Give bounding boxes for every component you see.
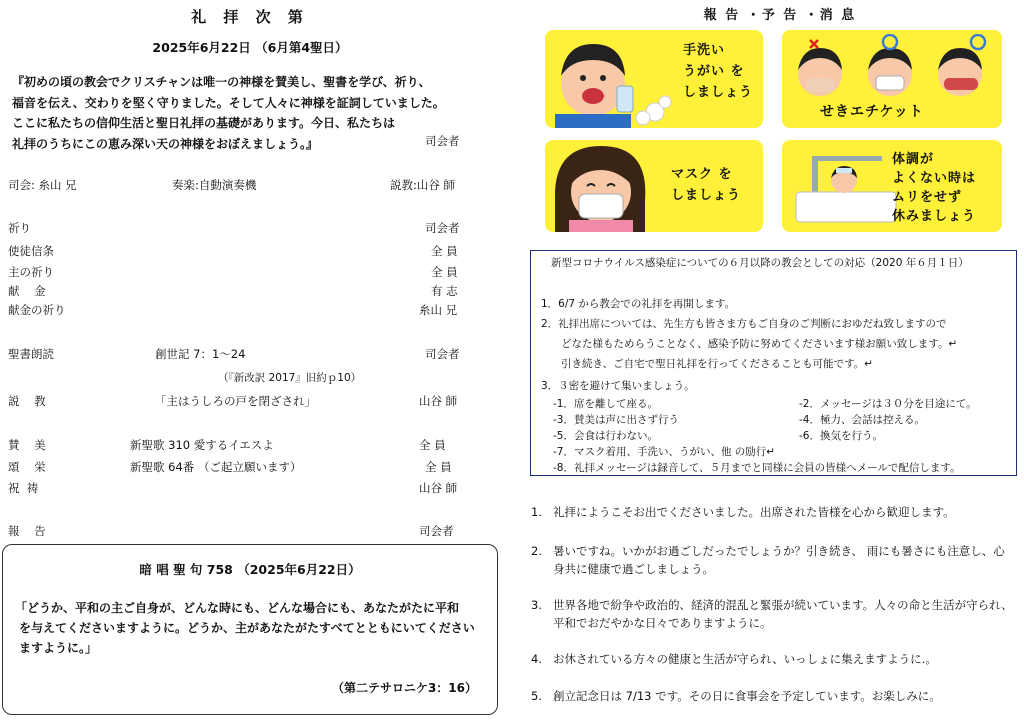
order-title: 礼 拝 次 第 — [191, 8, 309, 26]
covid-point: 3．３密を避けて集いましょう。 — [541, 380, 695, 392]
item-detail: 創世記 7：1～24 — [155, 347, 246, 361]
news-text: 礼拝にようこそお出でくださいました。出席された皆様を心から歓迎します。 — [553, 505, 955, 519]
item-person: 山谷 師 — [419, 481, 458, 495]
poster-mask — [545, 140, 763, 232]
item-detail: 新聖歌 64番 （ご起立願います） — [130, 460, 302, 474]
notices-title: 報 告 ・予 告 ・消 息 — [703, 8, 857, 23]
intro-line: ここに私たちの信仰生活と聖日礼拝の基礎があります。今日、私たちは — [12, 116, 396, 130]
news-text: 世界各地で紛争や政治的、経済的混乱と緊張が続いています。人々の命と生活が守られ、平和でおだやかな日々でありますように。 — [553, 598, 1013, 630]
item-person: 糸山 兄 — [419, 303, 458, 317]
news-text: 暑いですね。いかがお過ごしだったでしょうか？引き続き、 雨にも暑さにも注意し、心身共に健康で過ごしましょう。 — [553, 544, 1005, 576]
memory-verse-line: を与えてくださいますように。どうか、主があなたがたすべてとともにいてください — [19, 621, 475, 635]
covid-rule: -8．礼拝メッセージは録音して、５月までと同様に会員の皆様へメールで配信します。 — [553, 462, 961, 474]
staff-sermon: 説教:山谷 師 — [390, 178, 456, 192]
poster-line: しましょう — [683, 85, 754, 100]
poster-line: マスク を — [671, 167, 733, 182]
item-detail: （『新改訳 2017』旧約ｐ10） — [218, 372, 362, 384]
covid-rule: -5．会食は行わない。 — [553, 430, 658, 442]
news-number: 1. — [531, 505, 542, 519]
poster-line: 手洗い — [683, 43, 726, 58]
item-label: 献 金 — [8, 284, 46, 298]
intro-paragraph — [12, 72, 482, 154]
news-number: 3. — [531, 598, 542, 612]
poster-cough-etiquette — [782, 30, 1002, 128]
covid-rule: -3．賛美は声に出さず行う — [553, 414, 679, 426]
item-label: 主の祈り — [8, 265, 54, 279]
intro-line: 福音を伝え、交わりを堅く守りました。そして人々に神様を証詞していました。 — [12, 95, 445, 110]
covid-point: 1．6/7 から教会での礼拝を再開します。 — [541, 298, 736, 310]
staff-chair: 司会: 糸山 兄 — [8, 178, 77, 192]
item-label: 賛 美 — [8, 438, 46, 452]
news-item — [531, 596, 1016, 632]
item-detail: 新聖歌 310 愛するイエスよ — [130, 438, 274, 452]
item-person: 司会者 — [425, 221, 460, 235]
covid-rule: -4．極力、会話は控える。 — [799, 414, 925, 426]
poster-line: ムリをせず — [892, 190, 963, 205]
item-person: 全 員 — [431, 244, 458, 258]
covid-response-box — [530, 250, 1017, 476]
item-person: 全 員 — [425, 460, 452, 474]
item-label: 聖書朗読 — [8, 347, 54, 361]
memory-verse-title: 暗 唱 聖 句 758 （2025年6月22日） — [139, 562, 361, 577]
covid-point: 2．礼拝出席については、先生方も皆さま方もご自身のご判断におゆだね致しますので — [541, 318, 947, 330]
poster-line: しましょう — [671, 188, 742, 203]
item-person: 全 員 — [419, 438, 446, 452]
covid-point: どなた様もためらうことなく、感染予防に努めてくださいます様お願い致します。↵ — [561, 338, 958, 350]
item-label: 使徒信条 — [8, 244, 54, 258]
poster-rest — [782, 140, 1002, 232]
memory-verse-line: ますように。」 — [19, 641, 98, 655]
memory-verse-reference: （第二テサロニケ3：16） — [331, 681, 477, 695]
covid-title: 新型コロナウイルス感染症についての６月以降の教会としての対応（2020 年６月１日） — [551, 257, 969, 269]
item-label: 献金の祈り — [8, 303, 66, 317]
poster-handwash — [545, 30, 763, 128]
item-label: 頌 栄 — [8, 460, 46, 474]
cough-etiquette-illustration-icon — [782, 34, 1002, 104]
intro-role: 司会者 — [425, 134, 460, 148]
item-person: 山谷 師 — [419, 394, 458, 408]
poster-line: うがい を — [683, 64, 745, 79]
news-item — [531, 542, 1016, 578]
news-number: 4. — [531, 652, 542, 666]
item-person: 全 員 — [431, 265, 458, 279]
item-detail: 「主はうしろの戸を閉ざされ」 — [155, 394, 316, 408]
news-text: お休されている方々の健康と生活が守られ、いっしょに集えますように.。 — [553, 652, 937, 666]
memory-verse-box — [2, 544, 498, 715]
poster-line: よくない時は — [892, 171, 977, 186]
news-number: 5. — [531, 689, 542, 703]
item-label: 説 教 — [8, 394, 46, 408]
covid-rule: -7．マスク着用、手洗い、うがい、他 の励行↵ — [553, 446, 776, 458]
news-number: 2. — [531, 544, 542, 558]
item-label: 祝 祷 — [8, 481, 39, 495]
covid-point: 引き続き、ご自宅で聖日礼拝を行ってくださることも可能です。↵ — [561, 358, 874, 370]
news-item — [531, 687, 1016, 705]
covid-rule: -6．換気を行う。 — [799, 430, 883, 442]
poster-mask-text — [671, 164, 741, 206]
intro-line: 『初めの頃の教会でクリスチャンは唯一の神様を賛美し、聖書を学び、祈り、 — [12, 75, 431, 89]
item-person: 司会者 — [419, 524, 454, 538]
covid-rule: -1．席を離して座る。 — [553, 398, 658, 410]
item-person: 有 志 — [431, 284, 458, 298]
news-text: 創立記念日は 7/13 です。その日に食事会を予定しています。お楽しみに。 — [553, 689, 941, 703]
poster-line: 体調が — [892, 152, 935, 167]
memory-verse-line: 「どうか、平和の主ご自身が、どんな時にも、どんな場合にも、あなたがたに平和 — [15, 601, 460, 615]
news-item — [531, 650, 1016, 668]
poster-handwash-text — [683, 40, 753, 103]
poster-cough-text: せきエチケット — [820, 104, 924, 120]
item-person: 司会者 — [425, 347, 460, 361]
staff-music: 奏楽:自動演奏機 — [172, 178, 257, 192]
item-label: 報 告 — [8, 524, 46, 538]
item-label: 祈り — [8, 221, 31, 235]
poster-rest-text — [892, 150, 976, 226]
news-item — [531, 503, 1016, 521]
poster-line: 休みましょう — [892, 209, 977, 224]
memory-verse-text — [15, 598, 490, 658]
order-date: 2025年6月22日 （6月第4聖日） — [152, 40, 348, 55]
intro-line: 礼拝のうちにこの恵み深い天の神様をおぼえましょう。』 — [12, 136, 319, 151]
covid-rule: -2．メッセージは３０分を目途にて。 — [799, 398, 977, 410]
